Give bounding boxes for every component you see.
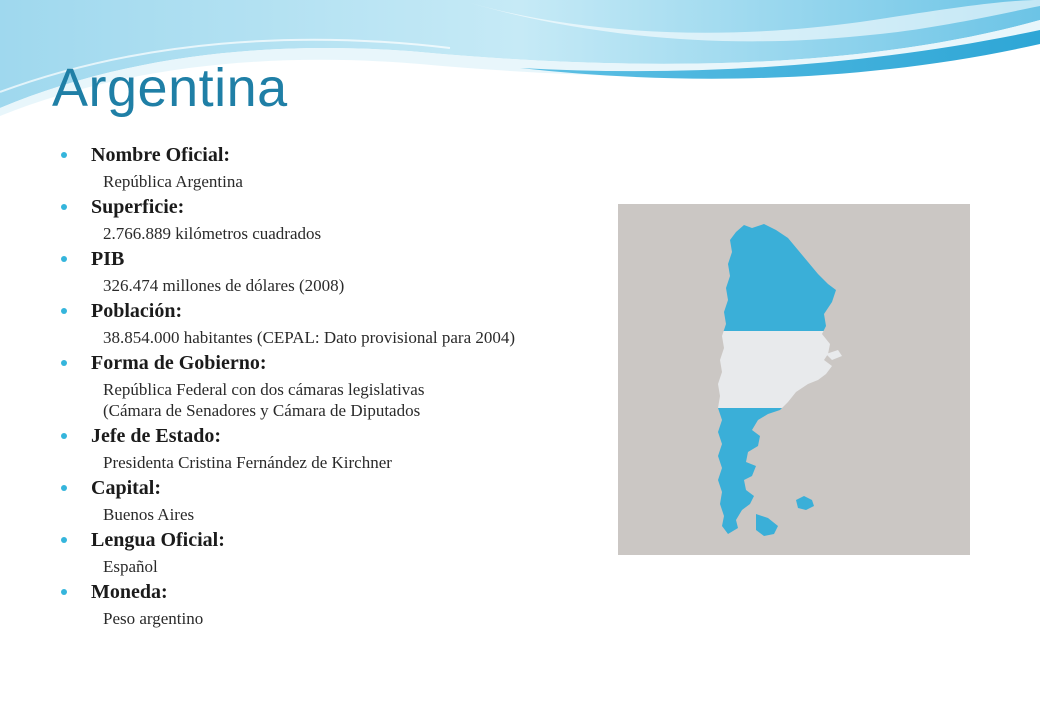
item-heading: Población: <box>91 300 183 322</box>
list-item-moneda <box>60 577 640 629</box>
bullet-icon <box>61 360 67 366</box>
flag-blue-top <box>618 204 970 331</box>
item-detail: Presidenta Cristina Fernández de Kirchner <box>103 453 392 472</box>
item-heading: Moneda: <box>91 581 168 603</box>
argentina-flag-map-icon <box>618 204 970 555</box>
item-detail: Buenos Aires <box>103 505 195 524</box>
list-item-forma-de-gobierno <box>60 348 640 421</box>
slide-title: Argentina <box>52 58 288 118</box>
list-item-jefe-de-estado <box>60 421 640 473</box>
list-item-nombre-oficial <box>60 140 640 192</box>
item-heading: Forma de Gobierno: <box>91 352 267 374</box>
item-detail: 2.766.889 kilómetros cuadrados <box>103 224 322 243</box>
item-heading: Jefe de Estado: <box>91 425 221 447</box>
bullet-icon <box>61 152 67 158</box>
argentina-map-image <box>618 204 970 555</box>
item-detail: Peso argentino <box>103 609 204 628</box>
bullet-icon <box>61 256 67 262</box>
item-detail: Español <box>103 557 158 576</box>
bullet-icon <box>61 433 67 439</box>
bullet-icon <box>61 485 67 491</box>
list-item-poblacion <box>60 296 640 348</box>
item-detail: 38.854.000 habitantes (CEPAL: Dato provisional para 2004) <box>103 328 516 347</box>
item-heading: PIB <box>91 248 125 270</box>
bullet-icon <box>61 308 67 314</box>
list-item-capital <box>60 473 640 525</box>
bullet-icon <box>61 589 67 595</box>
list-item-pib <box>60 244 640 296</box>
item-detail: (Cámara de Senadores y Cámara de Diputados <box>103 401 421 420</box>
item-heading: Nombre Oficial: <box>91 144 231 166</box>
item-detail: 326.474 millones de dólares (2008) <box>103 276 345 295</box>
bullet-icon <box>61 204 67 210</box>
bullet-icon <box>61 537 67 543</box>
list-item-superficie <box>60 192 640 244</box>
item-detail: República Argentina <box>103 172 243 191</box>
tierra-del-fuego <box>756 514 778 536</box>
country-facts-list <box>60 140 640 629</box>
item-heading: Superficie: <box>91 196 185 218</box>
item-heading: Capital: <box>91 477 161 499</box>
flag-white-middle <box>618 331 970 408</box>
item-detail: República Federal con dos cámaras legislativas <box>103 380 425 399</box>
falkland-islands <box>796 496 814 510</box>
flag-blue-bottom <box>618 408 970 555</box>
item-heading: Lengua Oficial: <box>91 529 225 551</box>
list-item-lengua-oficial <box>60 525 640 577</box>
